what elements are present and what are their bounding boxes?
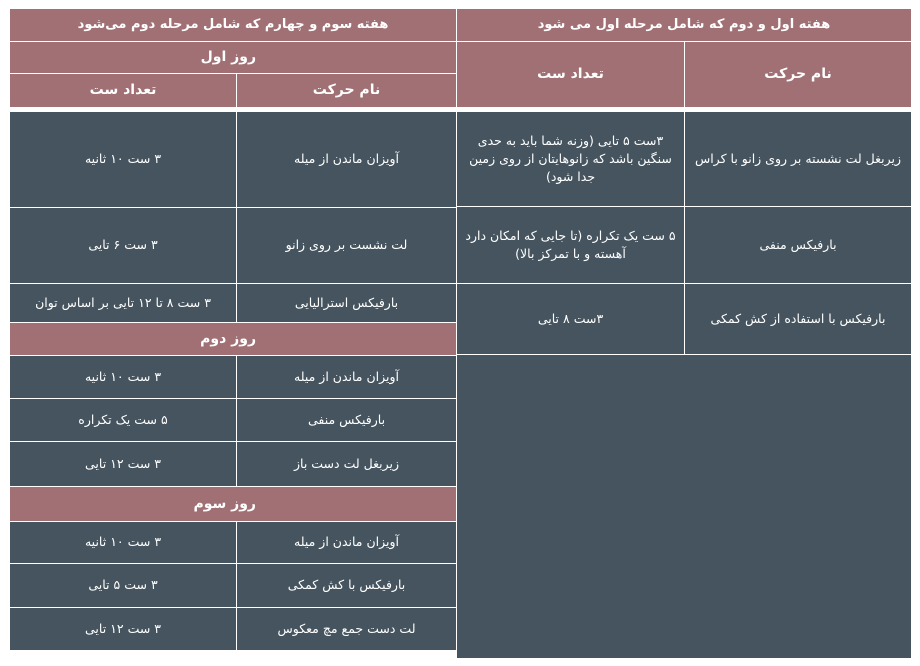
exercise-name: بارفیکس با استفاده از کش کمکی <box>684 284 911 355</box>
exercise-sets: ۳ست ۵ تایی (وزنه شما باید به حدی سنگین باشد که زانوهایتان از روی زمین جدا شود) <box>457 112 684 207</box>
day-one-title: روز اول <box>10 42 456 74</box>
exercise-name: آویزان ماندن از میله <box>236 522 456 564</box>
exercise-sets: ۳ ست ۱۲ تایی <box>10 608 236 651</box>
exercise-name: بارفیکس با کش کمکی <box>236 564 456 608</box>
exercise-sets: ۳ ست ۶ تایی <box>10 208 236 284</box>
day-three-title: روز سوم <box>10 487 456 522</box>
exercise-name: بارفیکس استرالیایی <box>236 284 456 323</box>
exercise-name: زیربغل لت نشسته بر روی زانو با کراس <box>684 112 911 207</box>
exercise-sets: ۳ ست ۱۰ ثانیه <box>10 112 236 208</box>
exercise-name: زیربغل لت دست باز <box>236 442 456 487</box>
empty-area <box>457 355 911 658</box>
exercise-sets: ۵ ست یک تکراره (تا جایی که امکان دارد آهسته و با تمرکز بالا) <box>457 207 684 284</box>
exercise-name: لت نشست بر روی زانو <box>236 208 456 284</box>
phase-one-title: هفته اول و دوم که شامل مرحله اول می شود <box>457 9 911 42</box>
phase-two-table <box>10 9 456 651</box>
exercise-sets: ۳ست ۸ تایی <box>457 284 684 355</box>
exercise-name: بارفیکس منفی <box>684 207 911 284</box>
exercise-name: آویزان ماندن از میله <box>236 356 456 399</box>
column-header-sets: تعداد ست <box>10 74 236 108</box>
column-header-sets: تعداد ست <box>457 42 684 108</box>
exercise-name: بارفیکس منفی <box>236 399 456 442</box>
exercise-sets: ۳ ست ۱۰ ثانیه <box>10 522 236 564</box>
exercise-sets: ۳ ست ۵ تایی <box>10 564 236 608</box>
exercise-sets: ۵ ست یک تکراره <box>10 399 236 442</box>
exercise-sets: ۳ ست ۱۲ تایی <box>10 442 236 487</box>
phase-two-title: هفته سوم و چهارم که شامل مرحله دوم می‌شود <box>10 9 456 42</box>
exercise-sets: ۳ ست ۱۰ ثانیه <box>10 356 236 399</box>
exercise-name: لت دست جمع مچ معکوس <box>236 608 456 651</box>
phase-one-table <box>457 9 911 658</box>
column-header-name: نام حرکت <box>236 74 456 108</box>
exercise-sets: ۳ ست ۸ تا ۱۲ تایی بر اساس توان <box>10 284 236 323</box>
day-two-title: روز دوم <box>10 323 456 356</box>
column-header-name: نام حرکت <box>684 42 911 108</box>
exercise-name: آویزان ماندن از میله <box>236 112 456 208</box>
